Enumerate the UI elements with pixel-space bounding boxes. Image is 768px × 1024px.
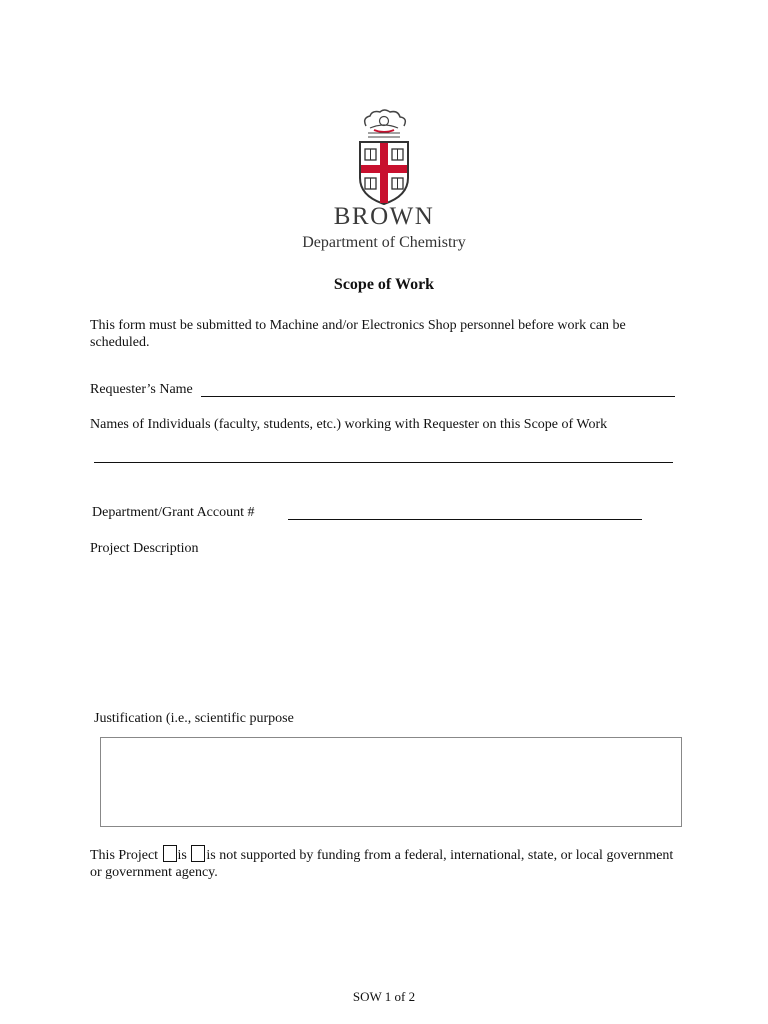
crest-shield-icon (360, 142, 408, 204)
is-not-checkbox[interactable] (191, 845, 205, 862)
account-field[interactable] (288, 519, 642, 520)
funding-prefix: This Project (90, 848, 159, 863)
project-description-area[interactable] (90, 562, 680, 692)
form-title: Scope of Work (333, 276, 435, 293)
requester-name-field[interactable] (201, 396, 675, 397)
intro-text: This form must be submitted to Machine and/or Electronics Shop personnel before work can be scheduled. (90, 318, 626, 350)
project-description-label: Project Description (90, 541, 199, 556)
individuals-label: Names of Individuals (faculty, students, etc.) working with Requester on this Scope of Work (90, 417, 608, 432)
account-label: Department/Grant Account # (92, 505, 255, 520)
crest-sun-icon (365, 110, 406, 137)
page-number: SOW 1 of 2 (352, 989, 416, 1004)
requester-name-label: Requester’s Name (90, 382, 193, 397)
funding-suffix: is not supported by funding from a federal, international, state, or local government or government agency. (90, 848, 674, 880)
funding-statement (90, 845, 680, 881)
funding-is-label: is (177, 848, 187, 863)
individuals-field[interactable] (94, 462, 673, 463)
is-checkbox[interactable] (163, 845, 177, 862)
justification-label: Justification (i.e., scientific purpose (94, 711, 294, 726)
brand-name: BROWN (333, 203, 435, 230)
department-name: Department of Chemistry (302, 234, 466, 251)
justification-textbox[interactable] (100, 737, 682, 827)
brown-crest-logo (356, 108, 412, 206)
